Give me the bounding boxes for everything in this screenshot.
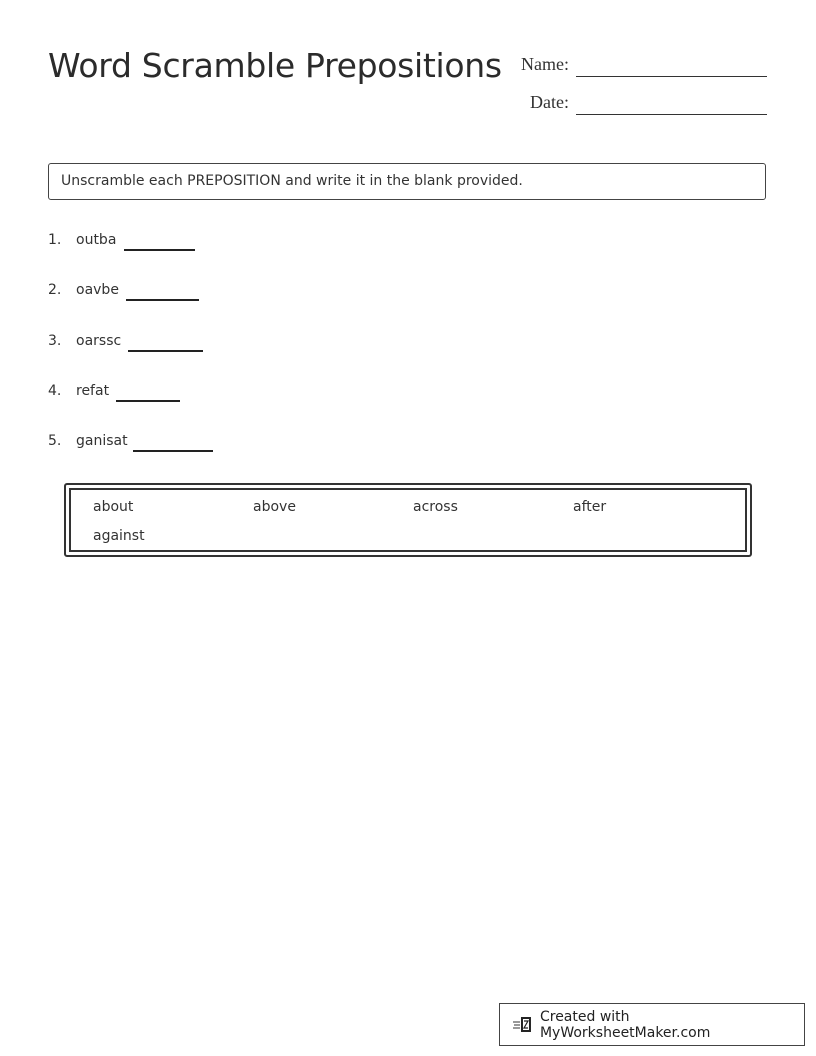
date-field[interactable] xyxy=(576,114,767,115)
worksheet-maker-logo-icon xyxy=(512,1014,534,1036)
word-bank-item: against xyxy=(93,528,145,544)
scrambled-word: oarssc xyxy=(76,333,122,349)
name-label: Name: xyxy=(521,54,569,74)
scrambled-word: oavbe xyxy=(76,282,119,298)
date-label: Date: xyxy=(530,92,569,112)
answer-blank[interactable] xyxy=(128,350,203,352)
name-field[interactable] xyxy=(576,76,767,77)
scrambled-word: refat xyxy=(76,383,110,399)
question-number: 1. xyxy=(48,232,62,248)
scrambled-word: ganisat xyxy=(76,433,128,449)
question-number: 3. xyxy=(48,333,62,349)
instructions-box: Unscramble each PREPOSITION and write it in the blank provided. xyxy=(48,163,766,200)
word-bank xyxy=(64,483,752,557)
word-bank-item: about xyxy=(93,499,134,515)
answer-blank[interactable] xyxy=(116,400,180,402)
scrambled-word: outba xyxy=(76,232,117,248)
footer-credit[interactable] xyxy=(499,1003,805,1046)
footer-credit-text: Created with MyWorksheetMaker.com xyxy=(539,1008,711,1041)
word-bank-item: above xyxy=(253,499,296,515)
question-number: 2. xyxy=(48,282,62,298)
question-number: 5. xyxy=(48,433,62,449)
page-title: Word Scramble Prepositions xyxy=(48,46,502,85)
word-bank-inner-border xyxy=(69,488,747,552)
answer-blank[interactable] xyxy=(133,450,213,452)
answer-blank[interactable] xyxy=(126,299,199,301)
word-bank-item: across xyxy=(413,499,458,515)
question-number: 4. xyxy=(48,383,62,399)
word-bank-item: after xyxy=(573,499,607,515)
answer-blank[interactable] xyxy=(124,249,195,251)
